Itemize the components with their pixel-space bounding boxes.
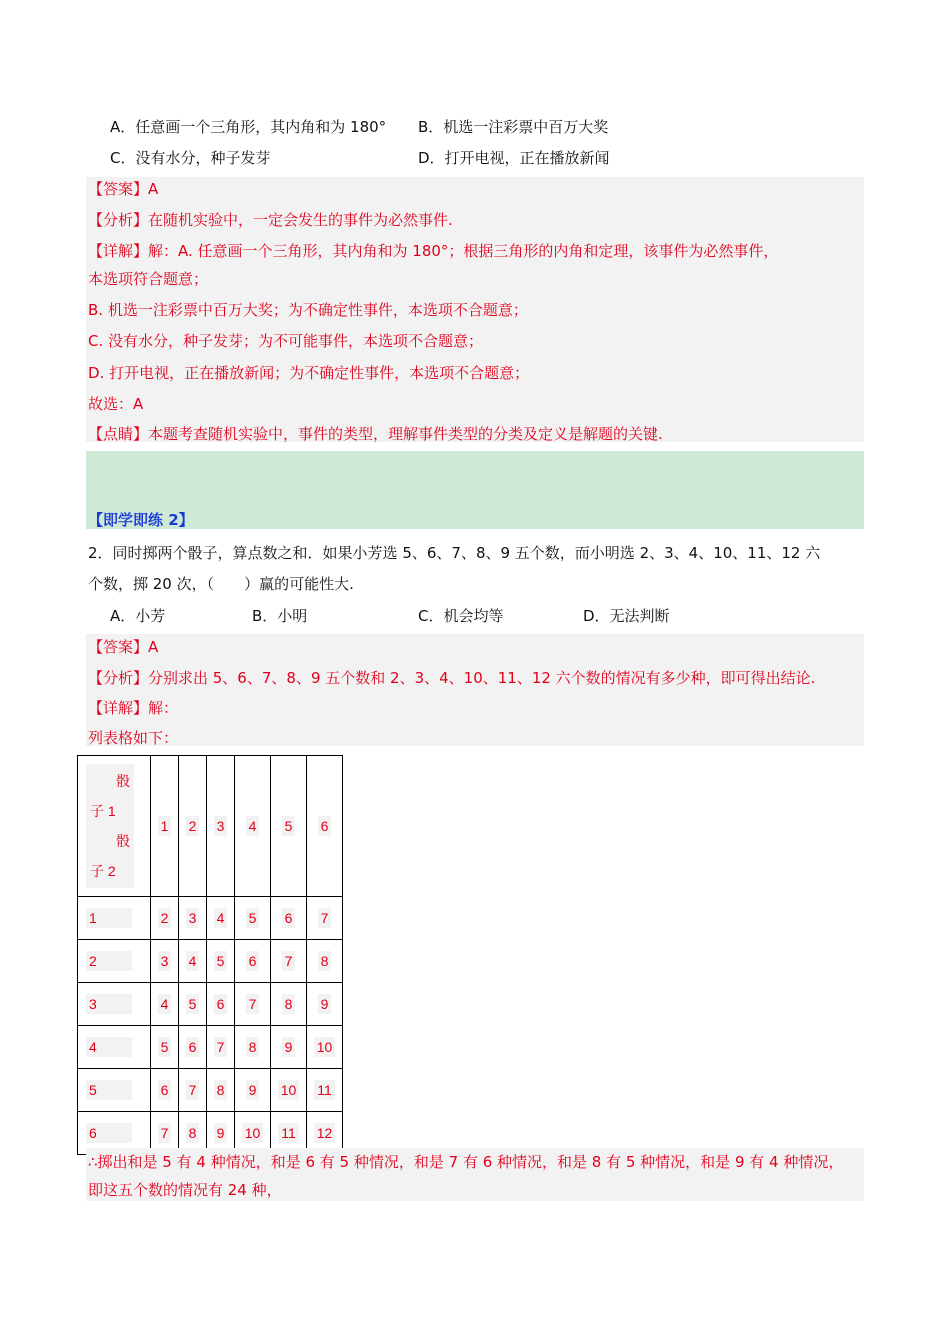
- sum-cell: 10: [307, 1026, 343, 1069]
- table-row: [78, 940, 343, 983]
- table-corner-header: [78, 756, 151, 897]
- section-title: 【即学即练 2】: [88, 511, 194, 529]
- q1-analysis: 【分析】在随机实验中，一定会发生的事件为必然事件.: [88, 211, 453, 229]
- row-label-cell: 4: [78, 1026, 151, 1069]
- column-header: 2: [179, 756, 207, 897]
- sum-cell: 2: [151, 897, 179, 940]
- sum-cell: 7: [207, 1026, 235, 1069]
- table-row: [78, 1069, 343, 1112]
- sum-cell: 6: [151, 1069, 179, 1112]
- row-label-cell: 3: [78, 983, 151, 1026]
- q1-detail-line2: 本选项符合题意；: [88, 270, 209, 288]
- q1-option-c: C．没有水分，种子发芽: [110, 149, 271, 167]
- sum-cell: 3: [179, 897, 207, 940]
- q1-option-d: D．打开电视，正在播放新闻: [418, 149, 610, 167]
- sum-cell: 6: [235, 940, 271, 983]
- column-header: 5: [271, 756, 307, 897]
- sum-cell: 7: [179, 1069, 207, 1112]
- sum-cell: 7: [271, 940, 307, 983]
- q2-analysis: 【分析】分别求出 5、6、7、8、9 五个数和 2、3、4、10、11、12 六个数的情况有多少种，即可得出结论.: [88, 669, 816, 687]
- sum-cell: 6: [271, 897, 307, 940]
- sum-cell: 5: [151, 1026, 179, 1069]
- q1-detail-option-c: C. 没有水分，种子发芽；为不可能事件，本选项不合题意；: [88, 332, 484, 350]
- column-header: 4: [235, 756, 271, 897]
- q1-choose: 故选：A: [88, 395, 144, 413]
- sum-cell: 10: [235, 1112, 271, 1155]
- sum-cell: 4: [179, 940, 207, 983]
- q1-answer: 【答案】A: [88, 180, 159, 198]
- q1-detail-option-d: D. 打开电视，正在播放新闻；为不确定性事件，本选项不合题意；: [88, 364, 530, 382]
- q2-conclusion-line2: 即这五个数的情况有 24 种，: [88, 1181, 282, 1199]
- q1-option-b: B．机选一注彩票中百万大奖: [418, 118, 609, 136]
- sum-cell: 11: [271, 1112, 307, 1155]
- sum-cell: 9: [235, 1069, 271, 1112]
- q2-conclusion-line1: ∴掷出和是 5 有 4 种情况，和是 6 有 5 种情况，和是 7 有 6 种情况，和是 8 有 5 种情况，和是 9 有 4 种情况，: [88, 1153, 844, 1171]
- sum-cell: 7: [235, 983, 271, 1026]
- sum-cell: 5: [235, 897, 271, 940]
- q2-option-b: B．小明: [252, 607, 308, 625]
- row-label-cell: 5: [78, 1069, 151, 1112]
- corner-die2-top: 骰: [116, 833, 130, 849]
- q2-solution-block: [86, 634, 864, 746]
- sum-cell: 8: [179, 1112, 207, 1155]
- sum-cell: 8: [207, 1069, 235, 1112]
- table-row: [78, 897, 343, 940]
- column-header: 1: [151, 756, 179, 897]
- sum-cell: 8: [235, 1026, 271, 1069]
- row-label-cell: 2: [78, 940, 151, 983]
- sum-cell: 5: [179, 983, 207, 1026]
- sum-cell: 7: [307, 897, 343, 940]
- table-header-row: [78, 756, 343, 897]
- sum-cell: 4: [207, 897, 235, 940]
- dice-sum-table: [77, 755, 343, 1155]
- q2-stem-line1: 2．同时掷两个骰子，算点数之和．如果小芳选 5、6、7、8、9 五个数，而小明选 2、3、4、10、11、12 六: [88, 544, 821, 562]
- sum-cell: 8: [307, 940, 343, 983]
- sum-cell: 9: [307, 983, 343, 1026]
- sum-cell: 10: [271, 1069, 307, 1112]
- column-header: 6: [307, 756, 343, 897]
- sum-cell: 6: [179, 1026, 207, 1069]
- table-row: [78, 983, 343, 1026]
- sum-cell: 12: [307, 1112, 343, 1155]
- q1-detail-option-b: B. 机选一注彩票中百万大奖；为不确定性事件，本选项不合题意；: [88, 301, 528, 319]
- sum-cell: 8: [271, 983, 307, 1026]
- sum-cell: 5: [207, 940, 235, 983]
- row-label-cell: 6: [78, 1112, 151, 1155]
- sum-cell: 9: [271, 1026, 307, 1069]
- q2-option-a: A．小芳: [110, 607, 166, 625]
- q1-detail-line1: 【详解】解：A. 任意画一个三角形，其内角和为 180°；根据三角形的内角和定理，该事件为必然事件，: [88, 242, 779, 260]
- q2-option-d: D．无法判断: [583, 607, 670, 625]
- q1-option-a: A．任意画一个三角形，其内角和为 180°: [110, 118, 387, 136]
- sum-cell: 3: [151, 940, 179, 983]
- q2-option-c: C．机会均等: [418, 607, 504, 625]
- table-row: [78, 1026, 343, 1069]
- q2-detail: 【详解】解：: [88, 699, 179, 717]
- corner-die1-top: 骰: [116, 773, 130, 789]
- sum-cell: 4: [151, 983, 179, 1026]
- row-label-cell: 1: [78, 897, 151, 940]
- sum-cell: 9: [207, 1112, 235, 1155]
- q1-comment: 【点睛】本题考查随机实验中，事件的类型，理解事件类型的分类及定义是解题的关键.: [88, 425, 663, 443]
- sum-cell: 6: [207, 983, 235, 1026]
- corner-die1-bottom: 子 1: [90, 803, 116, 819]
- corner-die2-bottom: 子 2: [90, 863, 116, 879]
- sum-cell: 11: [307, 1069, 343, 1112]
- q2-answer: 【答案】A: [88, 638, 159, 656]
- section-band: [86, 451, 864, 529]
- column-header: 3: [207, 756, 235, 897]
- q2-table-intro: 列表格如下：: [88, 729, 179, 747]
- q2-stem-line2: 个数，掷 20 次，（ ）赢的可能性大.: [88, 575, 354, 593]
- sum-cell: 7: [151, 1112, 179, 1155]
